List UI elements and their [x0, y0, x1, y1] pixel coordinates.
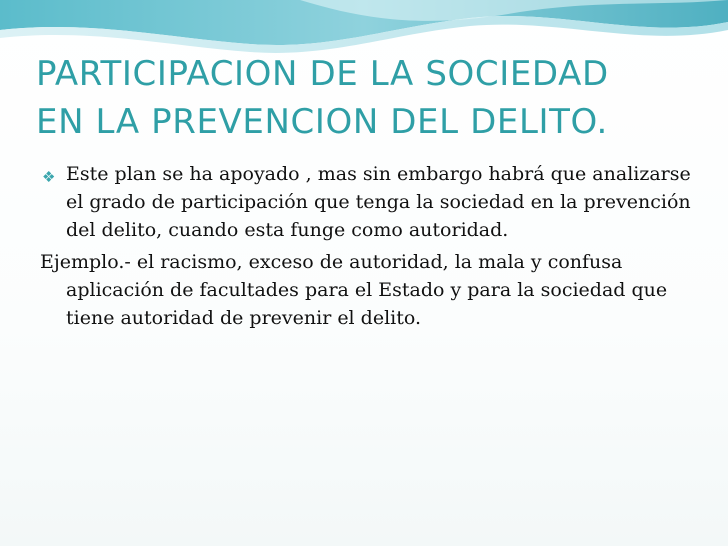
bullet-paragraph — [40, 160, 710, 244]
slide-title-line-1: PARTICIPACION DE LA SOCIEDAD — [36, 54, 609, 94]
example-paragraph — [40, 248, 710, 332]
slide-body — [40, 160, 710, 336]
paragraph-2-text: Ejemplo.- el racismo, exceso de autoridad, la mala y confusa aplicación de facultades para el Estado y para la sociedad que tiene autoridad de prevenir el delito. — [40, 251, 668, 329]
diamond-bullet-icon: ❖ — [42, 168, 56, 186]
slide-title — [36, 50, 706, 146]
slide-title-line-2: EN LA PREVENCION DEL DELITO. — [36, 102, 608, 142]
paragraph-1-text: Este plan se ha apoyado , mas sin embargo habrá que analizarse el grado de participación que tenga la sociedad en la prevención del delito, cuando esta funge como autoridad. — [66, 163, 691, 241]
